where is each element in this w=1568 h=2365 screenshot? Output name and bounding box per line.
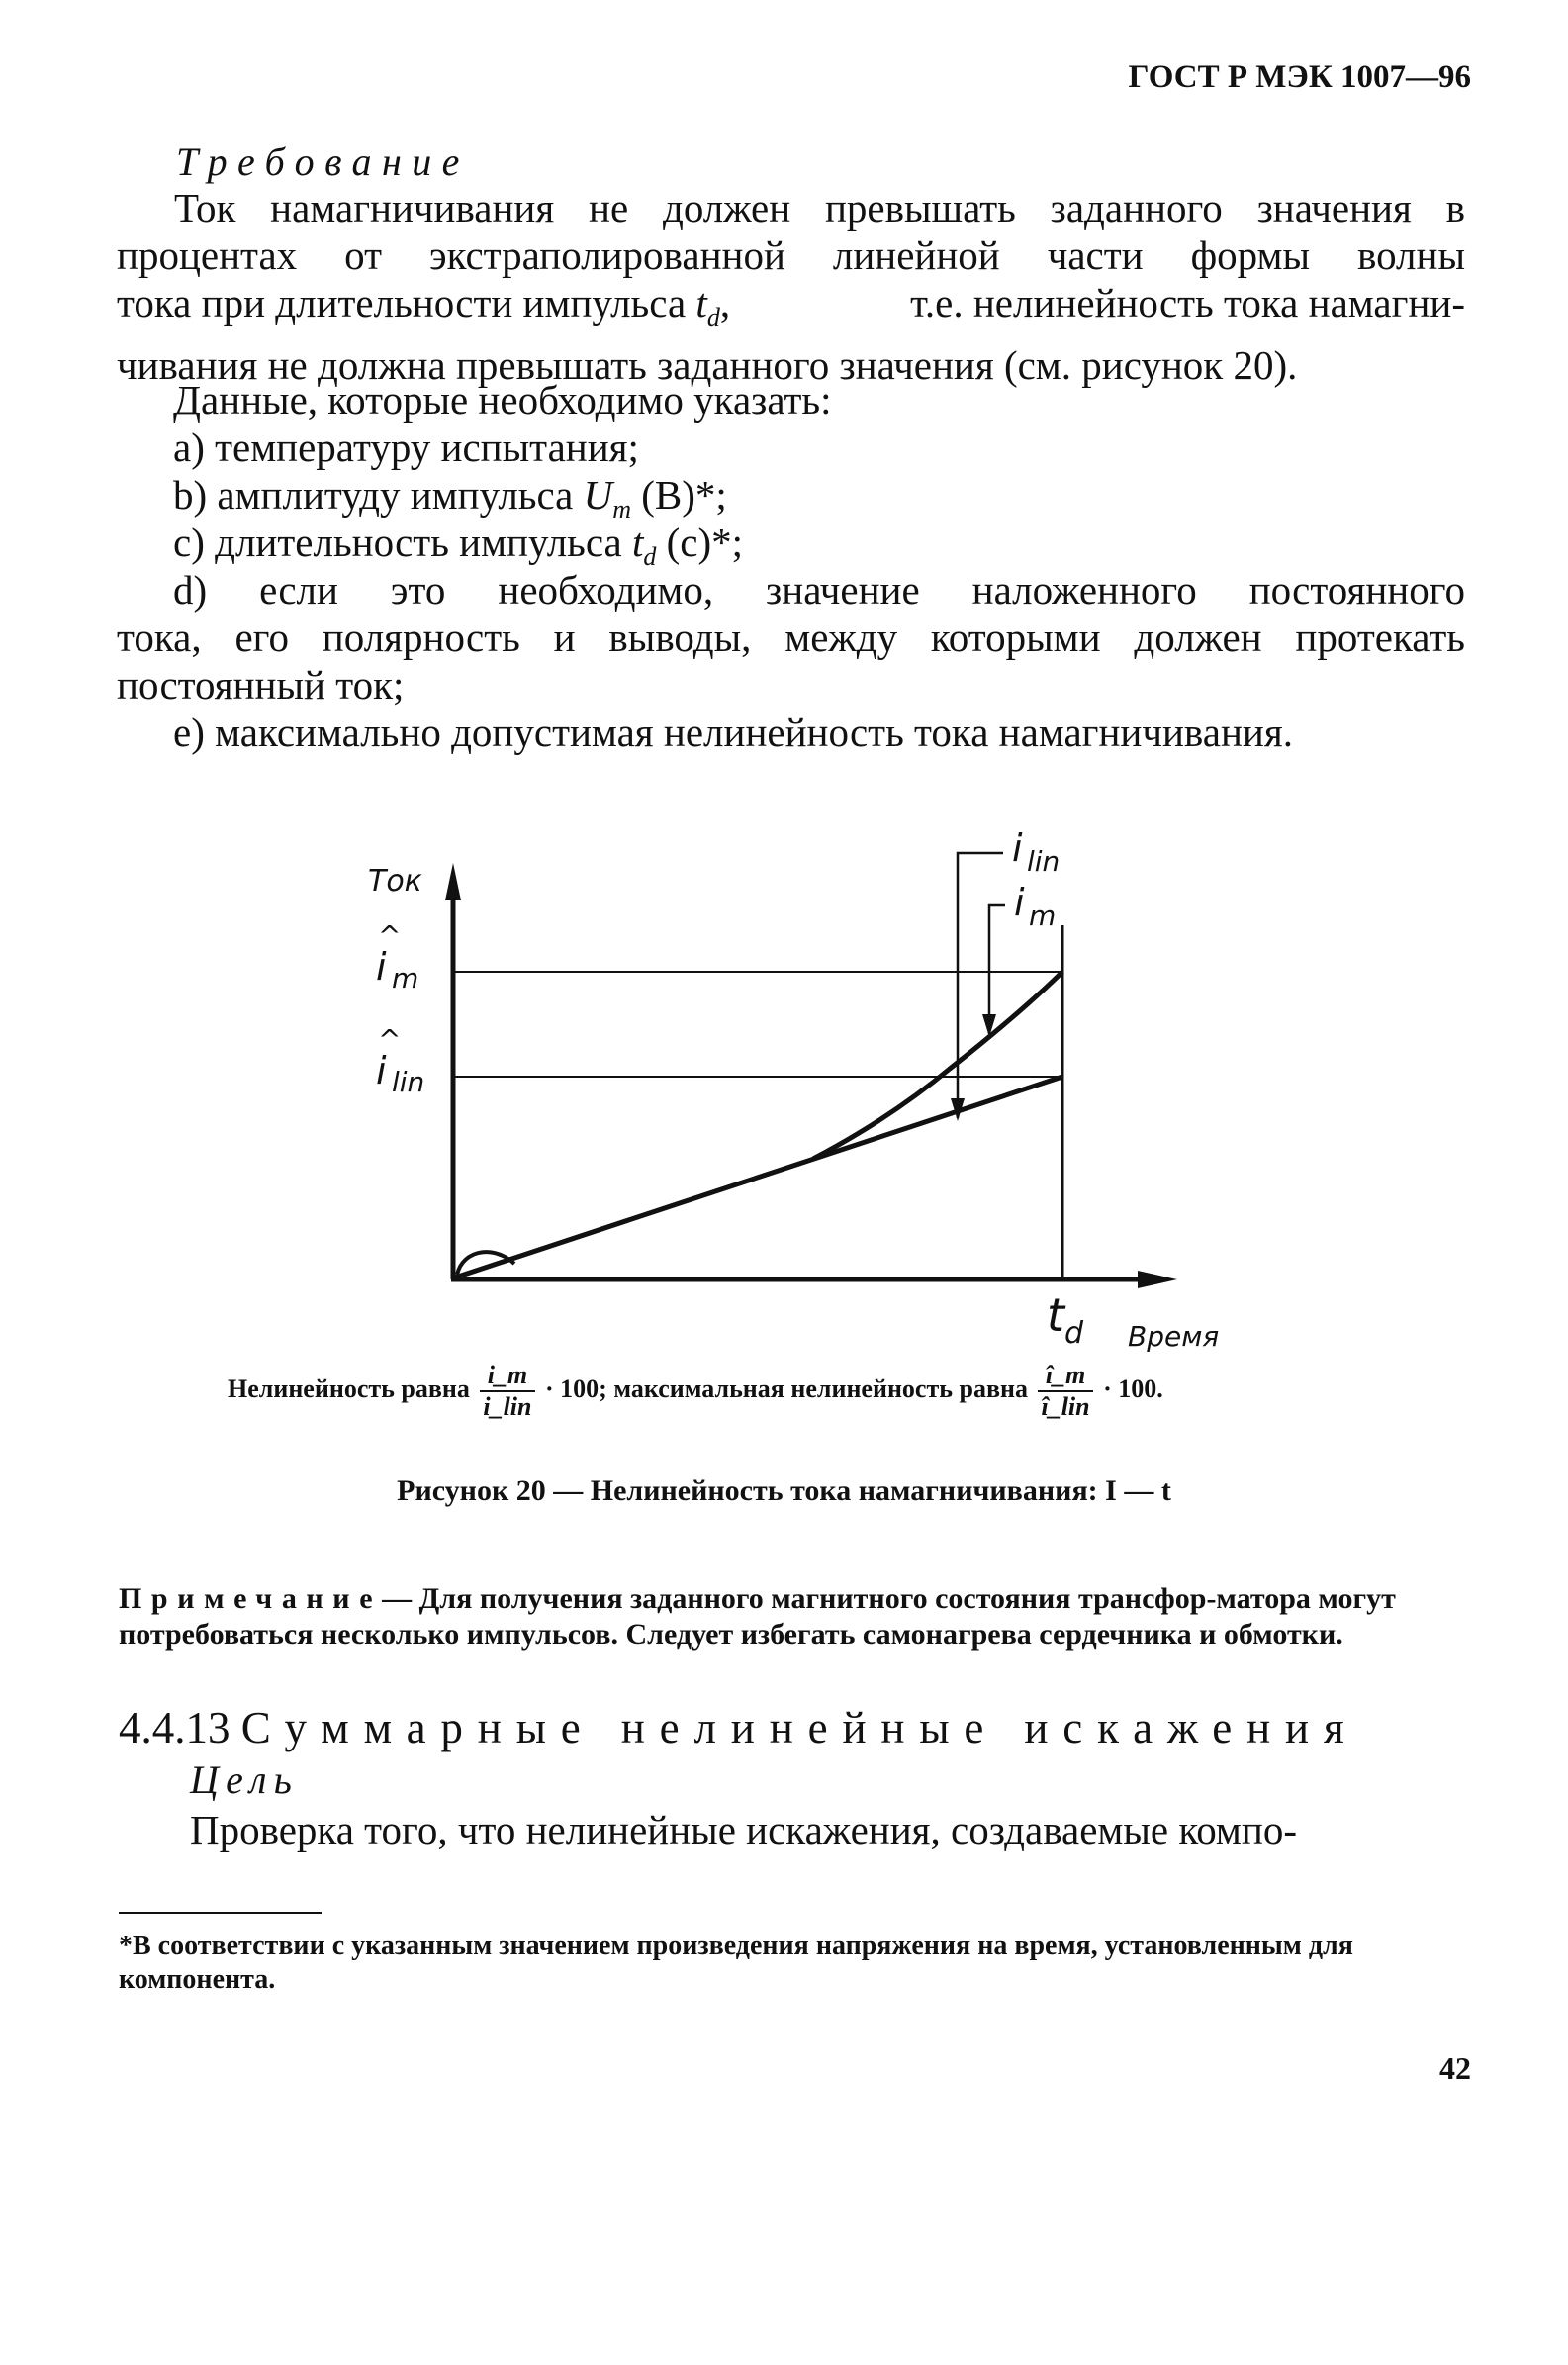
im-hat-sub: m [392,962,419,994]
y-axis-arrow [445,863,461,900]
im-hat-label: i [376,945,387,989]
requirement-line-2: процентах от экстраполированной линейной части формы волны [117,233,1465,278]
td-sub: d [1064,1316,1084,1351]
callout-im-label: i [1014,881,1025,924]
note-text: — Для получения заданного магнитного состояния трансфор-матора могут потребоваться несколько импульсов. Следует избегать самонагрева сердечника и обмотки. [119,1582,1396,1651]
figure-caption: Рисунок 20 — Нелинейность тока намагничивания: I — t [397,1474,1171,1507]
fraction-2-denominator: î_lin [1041,1392,1090,1421]
formula-fraction-1 [480,1361,534,1422]
formula-middle: · 100; максимальная нелинейность равна [545,1373,1028,1403]
data-item-b: b) амплитуду импульса $U_m$ (В)*; [173,472,727,524]
data-item-a: a) температуру испытания; [173,425,639,470]
fraction-1-numerator: i_m [480,1361,534,1392]
data-item-d: d) если это необходимо, значение наложенного постоянного тока, его полярность и выводы, между которыми должен протекать постоянный ток; [117,567,1465,708]
callout-ilin-leader [958,853,1003,1118]
data-item-e: e) максимально допустимая нелинейность тока намагничивания. [173,710,1293,755]
data-intro: Данные, которые необходимо указать: [173,377,832,423]
note-block [119,1581,1462,1653]
nonlinearity-formula [228,1361,1365,1422]
y-axis-label: Ток [368,864,422,899]
section-title-text: Суммарные нелинейные искажения [240,1703,1359,1752]
fraction-2-numerator: î_m [1038,1361,1092,1392]
requirement-line-3-tail: т.е. нелинейность тока намагни- [910,280,1465,326]
page-number: 42 [1439,2050,1471,2086]
callout-ilin-sub: lin [1027,845,1061,878]
requirement-heading: Требование [176,140,470,184]
document-header: ГОСТ Р МЭК 1007—96 [1128,59,1471,95]
formula-prefix: Нелинейность равна [228,1373,470,1403]
footnote: *В соответствии с указанным значением произведения напряжения на время, установленным для компонента. [119,1931,1353,1995]
footnote-rule [119,1912,322,1914]
ilin-hat-caret: ^ [378,1023,402,1056]
ilin-hat-sub: lin [392,1066,425,1098]
callout-im-sub: m [1029,899,1057,932]
data-item-c: c) длительность импульса $t_d$ (с)*; [173,520,744,572]
section-number: 4.4.13 [119,1703,231,1752]
note-label: Примечание [119,1582,383,1615]
section-title [119,1702,1359,1753]
formula-fraction-2 [1038,1361,1092,1422]
requirement-line-3-text: тока при длительности импульса $t_d$, [117,280,731,332]
magnetizing-current-curve [813,972,1062,1159]
ilin-hat-label: i [376,1049,387,1092]
fraction-1-denominator: i_lin [483,1392,532,1421]
x-axis-arrow [1138,1271,1177,1288]
requirement-line-4: чивания не должна превышать заданного значения (см. рисунок 20). [117,342,1298,389]
callout-ilin-label: i [1012,826,1023,870]
im-hat-caret: ^ [378,919,402,952]
linear-extrapolation-line [455,1077,1062,1277]
section-goal-heading: Цель [190,1757,300,1802]
x-axis-label: Время [1128,1320,1220,1353]
formula-suffix: · 100. [1103,1373,1163,1403]
requirement-line-1: Ток намагничивания не должен превышать заданного значения в [174,185,1465,231]
section-goal-text: Проверка того, что нелинейные искажения, создаваемые компо- [190,1807,1297,1852]
td-label: t [1047,1288,1065,1342]
